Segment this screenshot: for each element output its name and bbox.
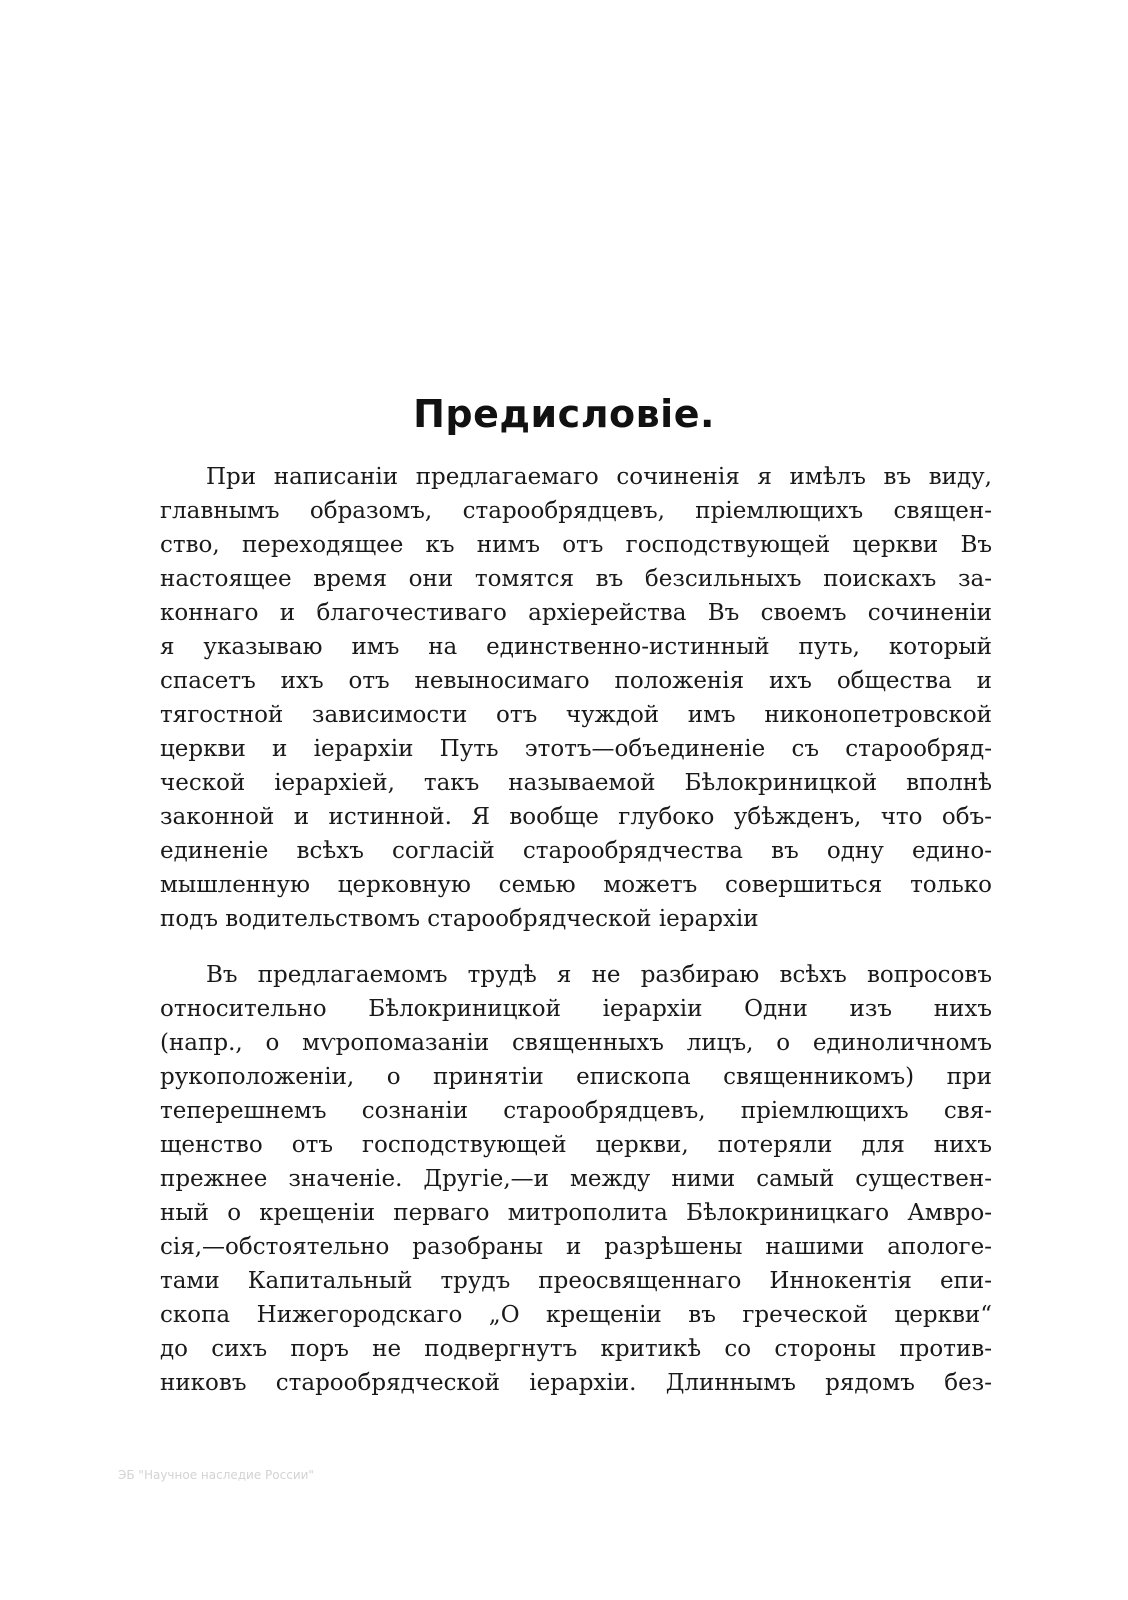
text-line: тами Капитальный трудъ преосвященнаго Иннокентія епи- <box>160 1268 992 1294</box>
watermark: ЭБ "Научное наследие России" <box>118 1468 314 1482</box>
text-line: сія,—обстоятельно разобраны и разрѣшены нашими апологе- <box>160 1234 992 1260</box>
text-line: настоящее время они томятся въ безсильныхъ поискахъ за- <box>160 566 992 592</box>
text-line: единеніе всѣхъ согласій старообрядчества въ одну едино- <box>160 838 992 864</box>
text-line: до сихъ поръ не подвергнутъ критикѣ со стороны против- <box>160 1336 992 1362</box>
text-line: Въ предлагаемомъ трудѣ я не разбираю всѣхъ вопросовъ <box>206 962 992 988</box>
text-line: тягостной зависимости отъ чуждой имъ никонопетровской <box>160 702 992 728</box>
text-line: прежнее значеніе. Другіе,—и между ними самый существен- <box>160 1166 992 1192</box>
text-line: щенство отъ господствующей церкви, потеряли для нихъ <box>160 1132 992 1158</box>
text-line: относительно Бѣлокриницкой іерархіи Одни изъ нихъ <box>160 996 992 1022</box>
text-line: скопа Нижегородскаго „О крещеніи въ греческой церкви“ <box>160 1302 992 1328</box>
text-line: мышленную церковную семью можетъ совершиться только <box>160 872 992 898</box>
page-title: Предисловіе. <box>413 392 715 436</box>
text-line: никовъ старообрядческой іерархіи. Длиннымъ рядомъ без- <box>160 1370 992 1396</box>
text-line: ство, переходящее къ нимъ отъ господствующей церкви Въ <box>160 532 992 558</box>
text-line: спасетъ ихъ отъ невыносимаго положенія ихъ общества и <box>160 668 992 694</box>
paragraph-2 <box>160 958 992 1400</box>
text-line: (напр., о мѵропомазаніи священныхъ лицъ, о единоличномъ <box>160 1030 992 1056</box>
text-line: При написаніи предлагаемаго сочиненія я имѣлъ въ виду, <box>206 464 992 490</box>
text-line: коннаго и благочестиваго архіерейства Въ своемъ сочиненіи <box>160 600 992 626</box>
text-line: теперешнемъ сознаніи старообрядцевъ, пріемлющихъ свя- <box>160 1098 992 1124</box>
body-text <box>160 460 992 1400</box>
text-line: я указываю имъ на единственно-истинный путь, который <box>160 634 992 660</box>
text-line: подъ водительствомъ старообрядческой іерархіи <box>160 906 759 932</box>
text-line: ный о крещеніи перваго митрополита Бѣлокриницкаго Амвро- <box>160 1200 992 1226</box>
text-line: рукоположеніи, о принятіи епископа священникомъ) при <box>160 1064 992 1090</box>
text-line: законной и истинной. Я вообще глубоко убѣжденъ, что объ- <box>160 804 992 830</box>
paragraph-1 <box>160 460 992 936</box>
text-line: церкви и іерархіи Путь этотъ—объединеніе съ старообряд- <box>160 736 992 762</box>
text-line: главнымъ образомъ, старообрядцевъ, пріемлющихъ священ- <box>160 498 992 524</box>
text-line: ческой іерархіей, такъ называемой Бѣлокриницкой вполнѣ <box>160 770 992 796</box>
